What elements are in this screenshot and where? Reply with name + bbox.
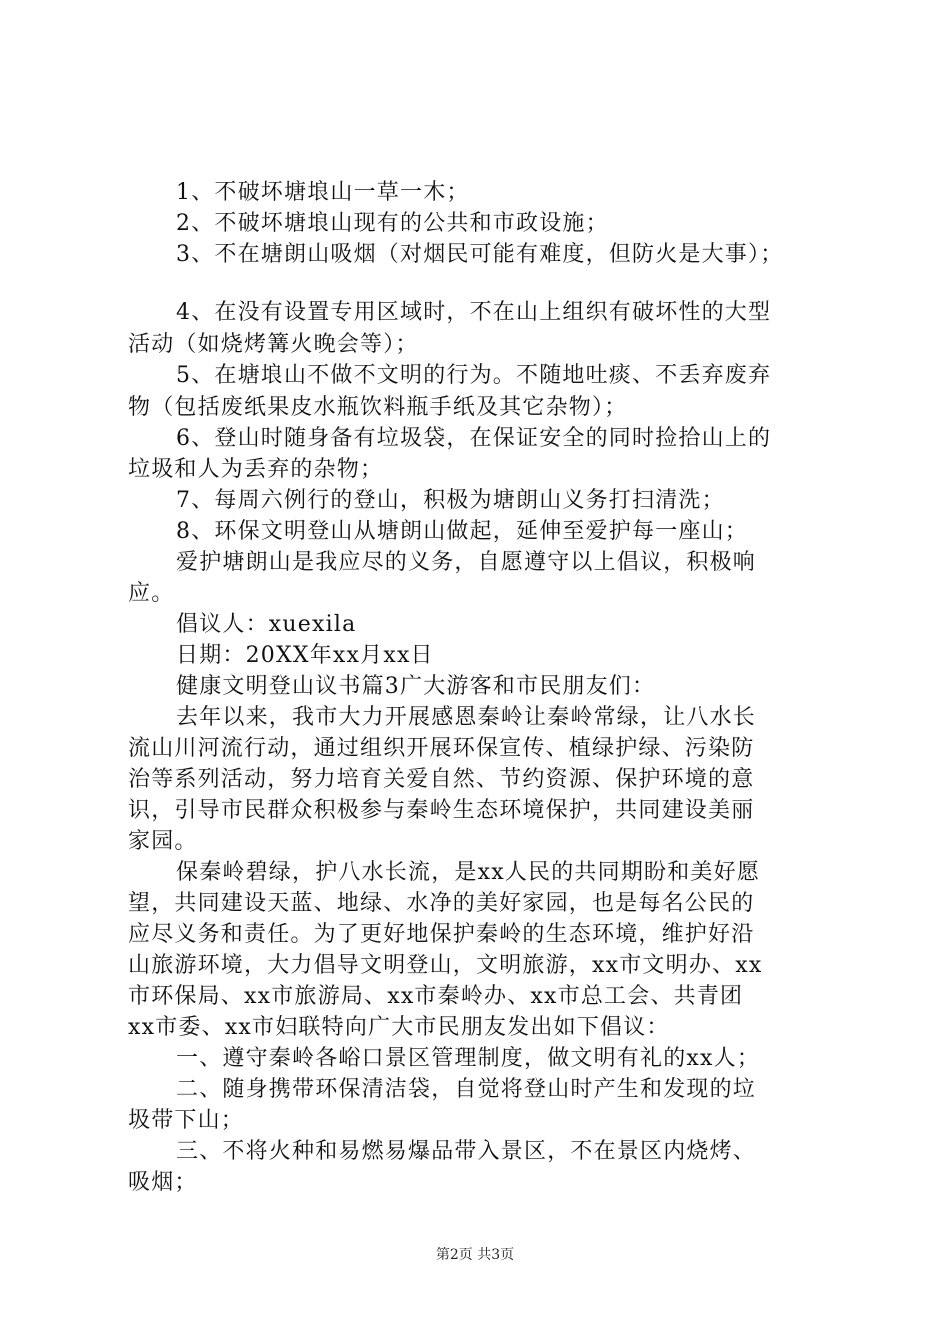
text-line: 望，共同建设天蓝、地绿、水净的美好家园，也是每名公民的 bbox=[128, 891, 755, 916]
text-line: 应。 bbox=[128, 581, 175, 606]
text-line: 8、环保文明登山从塘朗山做起，延伸至爱护每一座山； bbox=[176, 519, 748, 544]
text-line: 垃圾和人为丢弃的杂物； bbox=[128, 457, 384, 482]
text-line: 家园。 bbox=[128, 829, 198, 854]
text-line: 识，引导市民群众积极参与秦岭生态环境保护，共同建设美丽 bbox=[128, 798, 755, 823]
text-line: 5、在塘埌山不做不文明的行为。不随地吐痰、不丢弃废弃 bbox=[176, 363, 772, 388]
text-line: 7、每周六例行的登山，积极为塘朗山义务打扫清洗； bbox=[176, 488, 725, 513]
text-line: 去年以来，我市大力开展感恩秦岭让秦岭常绿，让八水长 bbox=[176, 705, 757, 730]
text-line: 一、遵守秦岭各峪口景区管理制度，做文明有礼的xx人； bbox=[176, 1046, 761, 1071]
text-line: 二、随身携带环保清洁袋，自觉将登山时产生和发现的垃 bbox=[176, 1077, 757, 1102]
text-line: 活动（如烧烤篝火晚会等）； bbox=[128, 332, 419, 357]
text-line: 爱护塘朗山是我应尽的义务，自愿遵守以上倡议，积极响 bbox=[176, 550, 757, 575]
text-line: 吸烟； bbox=[128, 1170, 198, 1195]
text-line: 物（包括废纸果皮水瓶饮料瓶手纸及其它杂物）； bbox=[128, 395, 628, 420]
text-line: 应尽义务和责任。为了更好地保护秦岭的生态环境，维护好沿 bbox=[128, 922, 755, 947]
text-line: 圾带下山； bbox=[128, 1108, 245, 1133]
text-line: 市环保局、xx市旅游局、xx市秦岭办、xx市总工会、共青团 bbox=[128, 984, 744, 1009]
text-line: 4、在没有设置专用区域时，不在山上组织有破坏性的大型 bbox=[176, 300, 772, 325]
text-line: 山旅游环境，大力倡导文明登山，文明旅游，xx市文明办、xx bbox=[128, 953, 763, 978]
text-line: 2、不破坏塘埌山现有的公共和市政设施； bbox=[176, 211, 609, 236]
text-line: 三、不将火种和易燃易爆品带入景区，不在景区内烧烤、 bbox=[176, 1139, 757, 1164]
text-line: 3、不在塘朗山吸烟（对烟民可能有难度，但防火是大事）； bbox=[176, 242, 784, 267]
text-line: 1、不破坏塘埌山一草一木； bbox=[176, 180, 470, 205]
text-line: 6、登山时随身备有垃圾袋，在保证安全的同时捡拾山上的 bbox=[176, 426, 772, 451]
text-line: 日期：20XX年xx月xx日 bbox=[176, 643, 434, 668]
text-line: 健康文明登山议书篇3广大游客和市民朋友们： bbox=[176, 674, 656, 699]
text-line: 保秦岭碧绿，护八水长流，是xx人民的共同期盼和美好愿 bbox=[176, 860, 761, 885]
text-line: 倡议人：xuexila bbox=[176, 612, 357, 637]
page-footer: 第2页 共3页 bbox=[435, 1247, 515, 1263]
text-line: 流山川河流行动，通过组织开展环保宣传、植绿护绿、污染防 bbox=[128, 736, 755, 761]
text-line: xx市委、xx市妇联特向广大市民朋友发出如下倡议： bbox=[128, 1015, 670, 1040]
text-line: 治等系列活动，努力培育关爱自然、节约资源、保护环境的意 bbox=[128, 767, 755, 792]
